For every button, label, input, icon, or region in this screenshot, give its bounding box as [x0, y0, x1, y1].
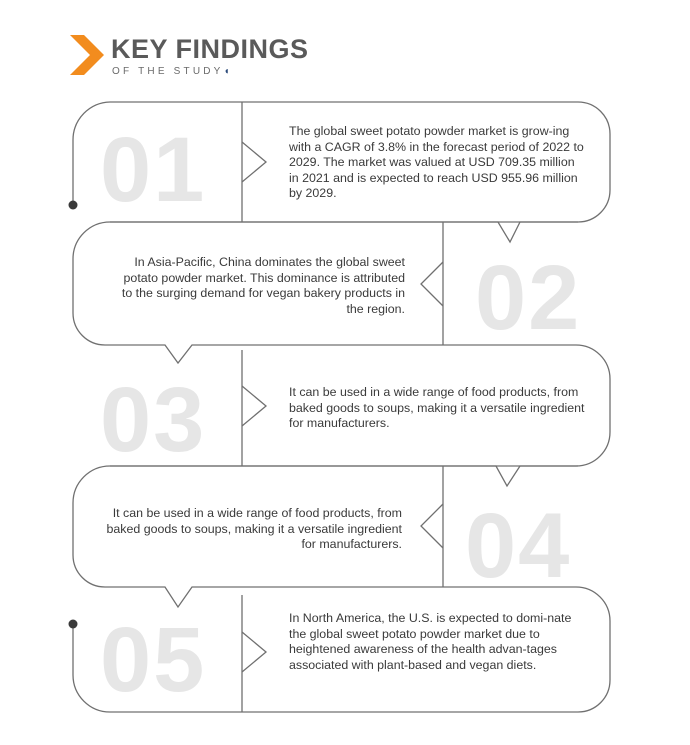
divider-chevron-2 — [421, 262, 443, 306]
divider-chevron-1 — [242, 142, 266, 182]
timeline-start-dot — [69, 201, 78, 210]
page-title: KEY FINDINGS — [111, 34, 309, 64]
finding-text-3: It can be used in a wide range of food products, from baked goods to soups, making it a versatile ingredient for manufacturers. — [289, 385, 585, 430]
finding-number-3: 03 — [100, 369, 207, 471]
finding-text-1: The global sweet potato powder market is grow-ing with a CAGR of 3.8% in the forecast period of 2022 to 2029. The market was valued at USD 709.35 million in 2021 and is expected to reach USD 955.96 million by 2029. — [289, 124, 584, 200]
finding-text-5: In North America, the U.S. is expected to domi-nate the global sweet potato powder market due to heightened awareness of the health advan-tages associated with plant-based and vegan diets. — [289, 611, 572, 672]
page-subtitle-text: OF THE STUDY — [112, 66, 224, 77]
finding-text-2: In Asia-Pacific, China dominates the global sweet potato powder market. This dominance is attributed to the surging demand for vegan bakery products in the region. — [121, 255, 405, 316]
divider-chevron-3 — [242, 386, 266, 426]
finding-number-1: 01 — [100, 119, 207, 221]
divider-chevron-4 — [421, 504, 443, 548]
timeline-end-dot — [69, 620, 78, 629]
finding-text-4: It can be used in a wide range of food products, from baked goods to soups, making it a versatile ingredient for manufacturers. — [106, 506, 402, 551]
crescent-icon: ◖ — [223, 66, 230, 77]
finding-number-2: 02 — [475, 247, 582, 349]
finding-number-5: 05 — [100, 609, 207, 711]
finding-number-4: 04 — [465, 495, 572, 597]
divider-chevron-5 — [242, 632, 266, 672]
